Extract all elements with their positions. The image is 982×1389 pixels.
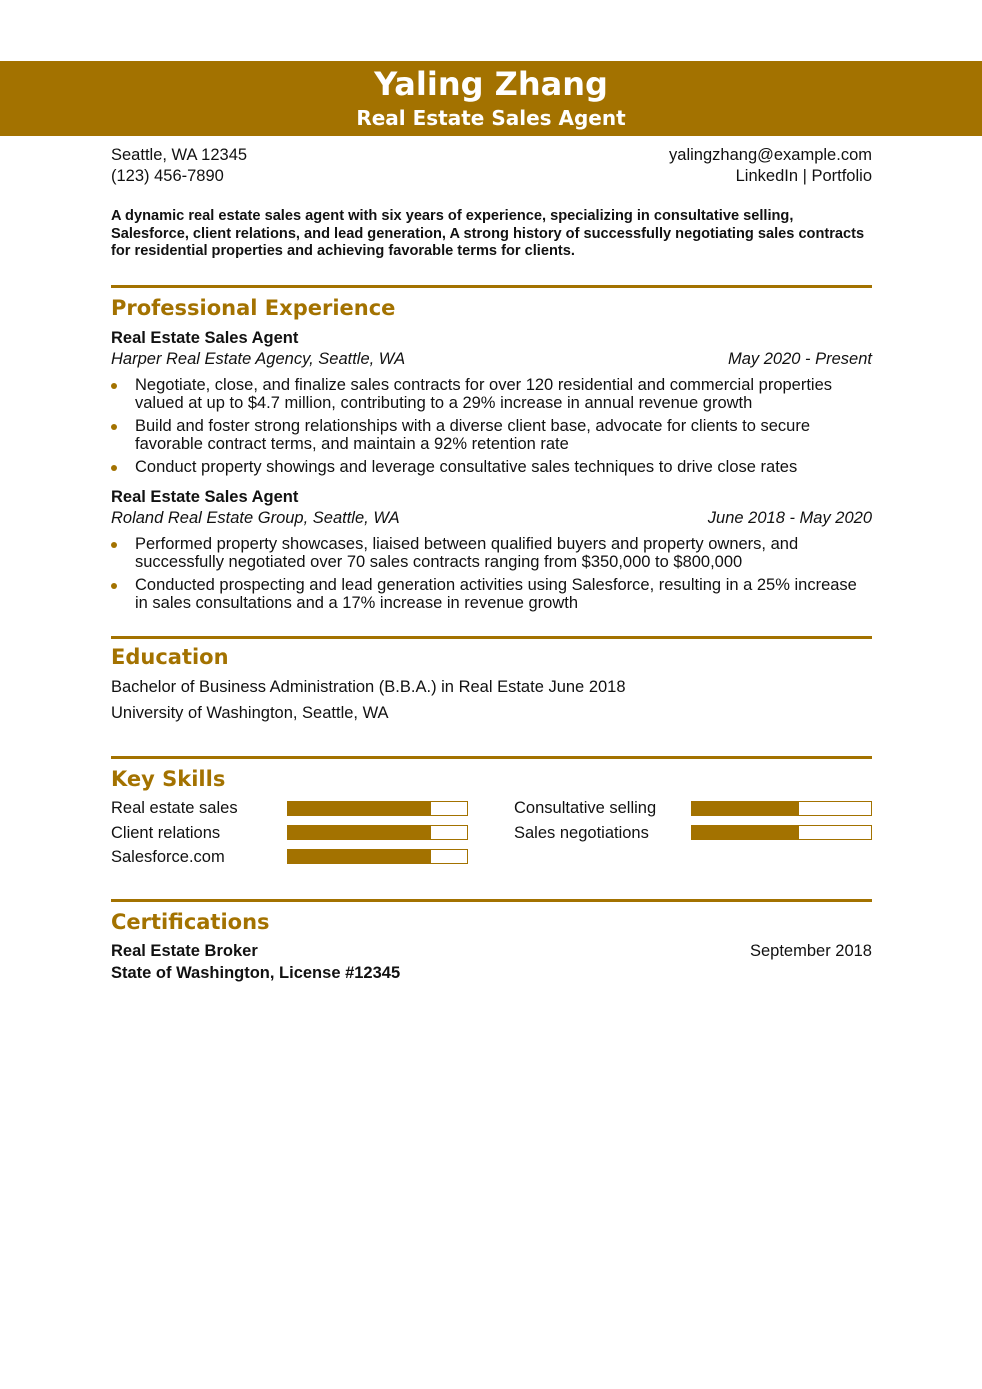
section-divider xyxy=(111,899,872,902)
skill-label: Sales negotiations xyxy=(514,824,649,842)
skill-level-bar xyxy=(691,801,872,816)
skill-label: Consultative selling xyxy=(514,799,657,817)
header-band xyxy=(0,61,982,136)
skill-level-bar xyxy=(287,849,468,864)
skill-level-bar xyxy=(287,825,468,840)
skill-level-bar xyxy=(691,825,872,840)
summary-text: A dynamic real estate sales agent with six years of experience, specializing in consultative selling, Salesforce, client relations, and lead generation, A strong history of successfully negotiating sales contracts for residential properties and achieving favorable terms for clients. xyxy=(111,208,865,260)
candidate-title: Real Estate Sales Agent xyxy=(356,106,626,130)
job-company: Roland Real Estate Group, Seattle, WA xyxy=(111,509,400,527)
bullet-dot-icon xyxy=(111,465,117,471)
job-company: Harper Real Estate Agency, Seattle, WA xyxy=(111,350,406,368)
certification-issuer: State of Washington, License #12345 xyxy=(111,964,401,982)
job-dates: May 2020 - Present xyxy=(728,350,872,368)
section-divider xyxy=(111,636,872,639)
bullet-dot-icon xyxy=(111,583,117,589)
skills-heading: Key Skills xyxy=(111,767,226,791)
job-title: Real Estate Sales Agent xyxy=(111,488,299,506)
bullet-text: Conducted prospecting and lead generation activities using Salesforce, resulting in a 25% increase in sales consultations and a 17% increase in revenue growth xyxy=(135,576,857,612)
skill-level-fill xyxy=(692,826,799,839)
section-divider xyxy=(111,285,872,288)
skill-level-fill xyxy=(288,850,431,863)
job-title: Real Estate Sales Agent xyxy=(111,329,299,347)
education-degree: Bachelor of Business Administration (B.B.A.) in Real Estate June 2018 xyxy=(111,678,626,696)
contact-links[interactable]: LinkedIn | Portfolio xyxy=(735,167,872,185)
skill-label: Real estate sales xyxy=(111,799,238,817)
skill-label: Salesforce.com xyxy=(111,848,225,866)
bullet-dot-icon xyxy=(111,542,117,548)
bullet-text: Performed property showcases, liaised between qualified buyers and property owners, and successfully negotiated over 70 sales contracts ranging from $350,000 to $800,000 xyxy=(135,535,799,571)
section-divider xyxy=(111,756,872,759)
bullet-dot-icon xyxy=(111,383,117,389)
education-heading: Education xyxy=(111,645,229,669)
bullet-text: Conduct property showings and leverage consultative sales techniques to drive close rates xyxy=(135,458,798,476)
bullet-dot-icon xyxy=(111,424,117,430)
bullet-text: Build and foster strong relationships with a diverse client base, advocate for clients to secure favorable contract terms, and maintain a 92% retention rate xyxy=(135,417,811,453)
certification-name: Real Estate Broker xyxy=(111,942,258,960)
skill-level-fill xyxy=(692,802,799,815)
skill-level-fill xyxy=(288,826,431,839)
skill-level-fill xyxy=(288,802,431,815)
candidate-name: Yaling Zhang xyxy=(374,65,608,103)
certification-date: September 2018 xyxy=(749,942,872,960)
experience-heading: Professional Experience xyxy=(111,296,396,320)
contact-location: Seattle, WA 12345 xyxy=(111,146,248,164)
job-dates: June 2018 - May 2020 xyxy=(707,509,872,527)
contact-email[interactable]: yalingzhang@example.com xyxy=(669,146,872,164)
certifications-heading: Certifications xyxy=(111,910,270,934)
education-school: University of Washington, Seattle, WA xyxy=(111,704,389,722)
bullet-text: Negotiate, close, and finalize sales contracts for over 120 residential and commercial properties valued at up to $4.7 million, contributing to a 29% increase in annual revenue growth xyxy=(135,376,833,412)
contact-phone: (123) 456-7890 xyxy=(111,167,224,185)
skill-label: Client relations xyxy=(111,824,221,842)
skill-level-bar xyxy=(287,801,468,816)
